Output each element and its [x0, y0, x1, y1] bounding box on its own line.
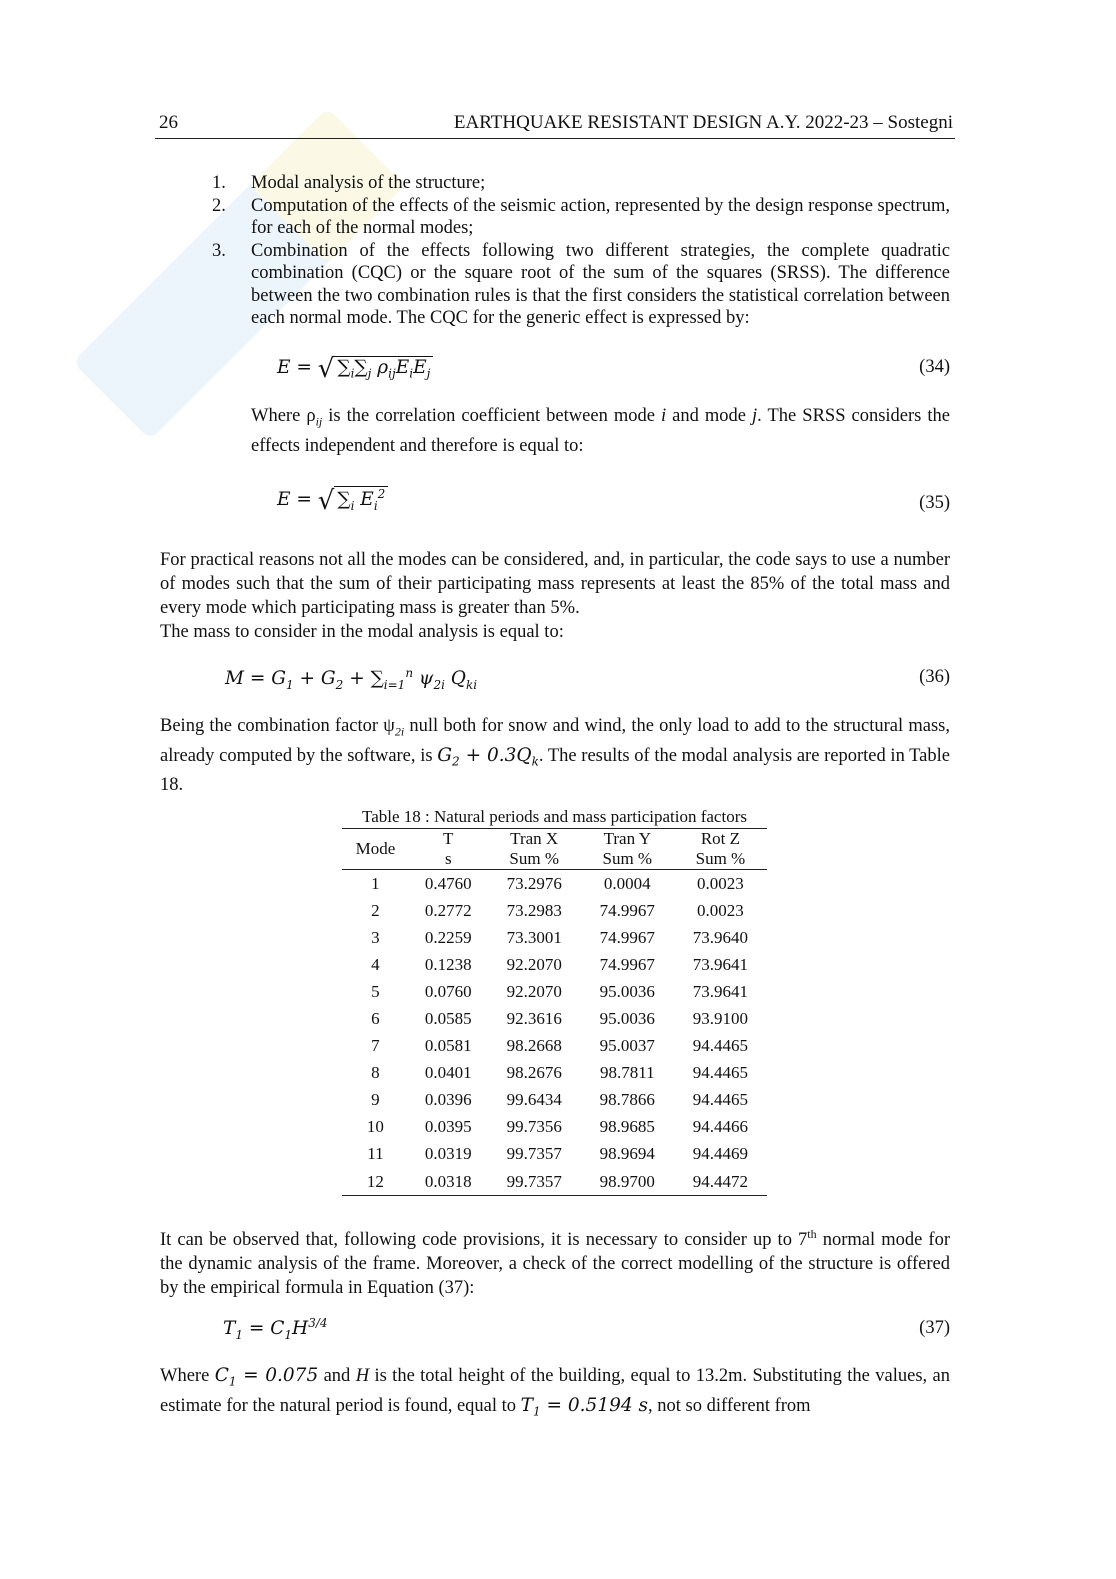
modal-table [342, 829, 767, 1196]
table-cell: 0.4760 [424, 873, 472, 893]
procedure-list [160, 172, 950, 330]
table-row [342, 1005, 767, 1032]
table-cell: 94.4465 [692, 1090, 749, 1110]
equation-number-35: (35) [919, 493, 950, 513]
paragraph-combination: Being the combination factor $\psi_{2i}$ null both for snow and wind, the only load to add to the structural mass, already computed by the software, is $G_2 + 0.3Q_k$. The results of the modal analysis are reported in Table 18. [160, 716, 950, 796]
table-cell: 0.0401 [424, 1063, 472, 1083]
table-cell: 0.0318 [409, 1168, 488, 1196]
table-row [342, 1060, 767, 1087]
paragraph-practical [160, 548, 950, 644]
list-text: Modal analysis of the structure; [251, 173, 486, 193]
header-tran-x: Tran X Sum % [488, 829, 581, 870]
table-row [342, 1033, 767, 1060]
table-cell: 98.7811 [599, 1063, 655, 1083]
paragraph-practical-text: For practical reasons not all the modes can be considered, and, in particular, the code says to use a number of modes such that the sum of their participating mass represents at least the 85% of the total mass and every mode which participating mass is greater than 5%. [160, 550, 950, 618]
table-cell: 6 [371, 1009, 380, 1029]
paragraph-observed: It can be observed that, following code provisions, it is necessary to consider up to 7th normal mode for the dynamic analysis of the frame. Moreover, a check of the correct modelling of the structure is offered by the empirical formula in Equation (37): [160, 1227, 950, 1299]
table-cell: 8 [371, 1063, 380, 1083]
table-row [342, 1114, 767, 1141]
page-number: 26 [159, 112, 178, 133]
table-cell: 0.0004 [603, 873, 651, 893]
equation-srss: E = √ $\sum_i$ $E_i^2$ [277, 486, 388, 516]
table-cell: 0.0396 [424, 1090, 472, 1110]
header-rot-z: Rot Z Sum % [674, 829, 767, 870]
running-header [155, 112, 955, 139]
table-cell: 4 [371, 954, 380, 974]
table-cell: 73.2976 [506, 873, 562, 893]
table-cell: 99.6434 [506, 1090, 562, 1110]
table-row [342, 897, 767, 924]
table-row [342, 1168, 767, 1196]
table-cell: 12 [342, 1168, 409, 1196]
table-cell: 0.0581 [424, 1036, 472, 1056]
table-cell: 11 [367, 1144, 384, 1164]
header-mode: Mode [342, 829, 409, 870]
table-cell: 74.9967 [599, 927, 655, 947]
table-cell: 73.9641 [692, 954, 749, 974]
table-cell: 0.0760 [424, 981, 472, 1001]
table-cell: 94.4465 [692, 1063, 749, 1083]
table-row [342, 1141, 767, 1168]
table-cell: 0.1238 [424, 954, 472, 974]
table-cell: 0.0395 [424, 1117, 472, 1137]
equation-number-37: (37) [919, 1318, 950, 1338]
list-text: Computation of the effects of the seismic action, represented by the design response spectrum, for each of the normal modes; [251, 195, 950, 238]
list-item [160, 240, 950, 330]
table-cell: 0.0319 [424, 1144, 472, 1164]
paragraph-correlation: Where $\rho_{ij}$ is the correlation coefficient between mode i and mode j. The SRSS considers the effects independent and therefore is equal to: [251, 406, 951, 456]
list-text: Combination of the effects following two different strategies, the complete quadratic combination (CQC) or the square root of the sum of the squares (SRSS). The difference between the two combination rules is that the first considers the statistical correlation between each normal mode. The CQC for the generic effect is expressed by: [251, 240, 950, 328]
list-number: 2. [212, 195, 226, 216]
table-cell: 94.4472 [674, 1168, 767, 1196]
table-row [342, 924, 767, 951]
table-cell: 5 [371, 981, 380, 1001]
table-cell: 95.0037 [599, 1036, 655, 1056]
table-cell: 73.9640 [692, 927, 749, 947]
table-cell: 0.0585 [424, 1009, 472, 1029]
table-cell: 94.4469 [692, 1144, 749, 1164]
running-title: EARTHQUAKE RESISTANT DESIGN A.Y. 2022-23 – Sostegni [453, 112, 953, 133]
table-row [342, 951, 767, 978]
paragraph-where: Where $C_1 = 0.075$ and H is the total height of the building, equal to 13.2m. Substituting the values, an estimate for the natural period is found, equal to $T_1 = 0.5194$ s, not so different from [160, 1365, 950, 1419]
header-tran-y: Tran Y Sum % [581, 829, 674, 870]
table-cell: 95.0036 [599, 981, 655, 1001]
table-cell: 73.3001 [506, 927, 562, 947]
table-cell: 98.2668 [506, 1036, 562, 1056]
table-cell: 9 [371, 1090, 380, 1110]
table-cell: 94.4466 [692, 1117, 749, 1137]
table-cell: 95.0036 [599, 1009, 655, 1029]
table-cell: 99.7357 [506, 1144, 562, 1164]
table-cell: 98.2676 [506, 1063, 562, 1083]
table-row [342, 1087, 767, 1114]
table-cell: 92.3616 [506, 1009, 562, 1029]
table-cell: 98.9685 [599, 1117, 655, 1137]
table-cell: 0.0023 [697, 900, 744, 920]
equation-mass: $M = G_1 + G_2 + \sum_{i=1}^n$ $\psi_{2i}$ $Q_{ki}$ [225, 666, 478, 692]
table-cell: 94.4465 [692, 1036, 749, 1056]
table-header-row [342, 829, 767, 870]
table-cell: 0.2772 [424, 900, 472, 920]
header-period: T s [409, 829, 488, 870]
paragraph-mass-intro: The mass to consider in the modal analysis is equal to: [160, 622, 564, 642]
table-row [342, 870, 767, 898]
list-number: 3. [212, 240, 226, 261]
equation-number-36: (36) [919, 667, 950, 687]
table-cell: 98.7866 [599, 1090, 655, 1110]
table-cell: 2 [371, 900, 380, 920]
list-number: 1. [212, 173, 226, 193]
equation-cqc: E = √ $\sum_i\sum_j$ $\rho_{ij}E_iE_j$ [277, 354, 433, 384]
table-cell: 74.9967 [599, 954, 655, 974]
table-cell: 73.2983 [506, 900, 562, 920]
table-caption: Table 18 : Natural periods and mass participation factors [342, 807, 767, 829]
table-cell: 74.9967 [599, 900, 655, 920]
table-cell: 93.9100 [692, 1009, 749, 1029]
table-row [342, 978, 767, 1005]
list-item [160, 172, 950, 195]
table-cell: 92.2070 [506, 981, 562, 1001]
equation-number-34: (34) [919, 357, 950, 377]
table-cell: 10 [366, 1117, 384, 1137]
table-cell: 3 [371, 927, 380, 947]
table-cell: 98.9700 [581, 1168, 674, 1196]
table-cell: 7 [371, 1036, 380, 1056]
table-cell: 73.9641 [692, 981, 749, 1001]
table-cell: 0.2259 [424, 927, 472, 947]
table-body [342, 870, 767, 1196]
table-cell: 99.7357 [488, 1168, 581, 1196]
table-cell: 1 [371, 873, 380, 893]
table-cell: 0.0023 [697, 873, 744, 893]
list-item [160, 195, 950, 240]
table-cell: 98.9694 [599, 1144, 655, 1164]
table-cell: 92.2070 [506, 954, 562, 974]
table-cell: 99.7356 [506, 1117, 562, 1137]
equation-empirical-period: $T_1 = C_1H^{3/4}$ [223, 1316, 328, 1342]
